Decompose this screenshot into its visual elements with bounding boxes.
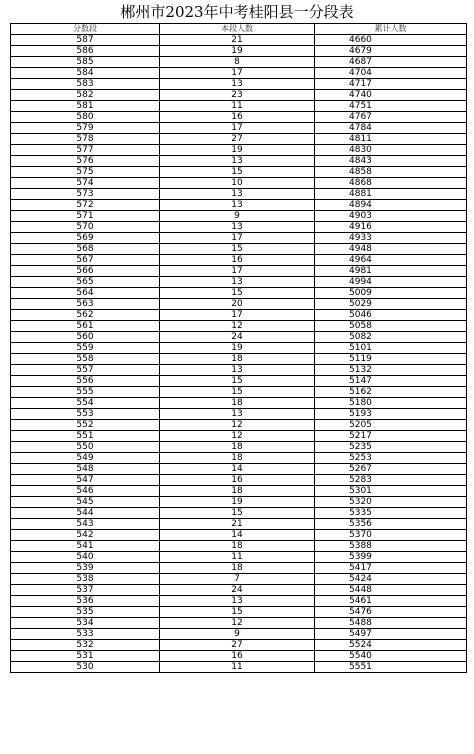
score-cell: 577 bbox=[11, 145, 160, 156]
cumulative-cell: 5132 bbox=[315, 365, 467, 376]
count-cell: 17 bbox=[160, 266, 315, 277]
table-row bbox=[11, 178, 467, 189]
cumulative-cell: 4811 bbox=[315, 134, 467, 145]
table-row bbox=[11, 651, 467, 662]
table-row bbox=[11, 189, 467, 200]
score-cell: 573 bbox=[11, 189, 160, 200]
score-cell: 563 bbox=[11, 299, 160, 310]
count-cell: 16 bbox=[160, 651, 315, 662]
count-cell: 7 bbox=[160, 574, 315, 585]
cumulative-cell: 5551 bbox=[315, 662, 467, 673]
count-cell: 21 bbox=[160, 519, 315, 530]
score-cell: 586 bbox=[11, 46, 160, 57]
cumulative-cell: 5497 bbox=[315, 629, 467, 640]
count-cell: 17 bbox=[160, 123, 315, 134]
count-cell: 15 bbox=[160, 167, 315, 178]
cumulative-cell: 5058 bbox=[315, 321, 467, 332]
score-cell: 580 bbox=[11, 112, 160, 123]
cumulative-cell: 5235 bbox=[315, 442, 467, 453]
table-row bbox=[11, 475, 467, 486]
count-cell: 11 bbox=[160, 552, 315, 563]
cumulative-cell: 5101 bbox=[315, 343, 467, 354]
score-cell: 587 bbox=[11, 35, 160, 46]
score-cell: 536 bbox=[11, 596, 160, 607]
cumulative-cell: 5180 bbox=[315, 398, 467, 409]
table-row bbox=[11, 167, 467, 178]
table-row bbox=[11, 464, 467, 475]
table-row bbox=[11, 574, 467, 585]
table-row bbox=[11, 79, 467, 90]
cumulative-cell: 5388 bbox=[315, 541, 467, 552]
count-cell: 17 bbox=[160, 68, 315, 79]
cumulative-cell: 4704 bbox=[315, 68, 467, 79]
table-row bbox=[11, 255, 467, 266]
score-cell: 549 bbox=[11, 453, 160, 464]
score-cell: 572 bbox=[11, 200, 160, 211]
score-cell: 559 bbox=[11, 343, 160, 354]
score-cell: 574 bbox=[11, 178, 160, 189]
cumulative-cell: 4903 bbox=[315, 211, 467, 222]
score-cell: 535 bbox=[11, 607, 160, 618]
cumulative-cell: 4679 bbox=[315, 46, 467, 57]
cumulative-cell: 5147 bbox=[315, 376, 467, 387]
cumulative-cell: 4948 bbox=[315, 244, 467, 255]
cumulative-cell: 4881 bbox=[315, 189, 467, 200]
table-row bbox=[11, 552, 467, 563]
score-cell: 578 bbox=[11, 134, 160, 145]
cumulative-cell: 5283 bbox=[315, 475, 467, 486]
score-cell: 533 bbox=[11, 629, 160, 640]
score-cell: 582 bbox=[11, 90, 160, 101]
cumulative-cell: 5205 bbox=[315, 420, 467, 431]
count-cell: 15 bbox=[160, 376, 315, 387]
score-cell: 584 bbox=[11, 68, 160, 79]
score-cell: 575 bbox=[11, 167, 160, 178]
table-row bbox=[11, 662, 467, 673]
cumulative-cell: 4981 bbox=[315, 266, 467, 277]
score-cell: 550 bbox=[11, 442, 160, 453]
cumulative-cell: 5448 bbox=[315, 585, 467, 596]
table-row bbox=[11, 541, 467, 552]
score-cell: 585 bbox=[11, 57, 160, 68]
table-row bbox=[11, 486, 467, 497]
cumulative-cell: 5476 bbox=[315, 607, 467, 618]
table-row bbox=[11, 211, 467, 222]
table-row bbox=[11, 200, 467, 211]
score-cell: 570 bbox=[11, 222, 160, 233]
count-cell: 15 bbox=[160, 387, 315, 398]
count-cell: 12 bbox=[160, 321, 315, 332]
table-row bbox=[11, 244, 467, 255]
score-cell: 556 bbox=[11, 376, 160, 387]
score-cell: 539 bbox=[11, 563, 160, 574]
count-cell: 13 bbox=[160, 409, 315, 420]
score-cell: 544 bbox=[11, 508, 160, 519]
count-cell: 12 bbox=[160, 431, 315, 442]
table-row bbox=[11, 277, 467, 288]
count-cell: 20 bbox=[160, 299, 315, 310]
score-cell: 538 bbox=[11, 574, 160, 585]
count-cell: 18 bbox=[160, 563, 315, 574]
cumulative-cell: 5162 bbox=[315, 387, 467, 398]
cumulative-cell: 5193 bbox=[315, 409, 467, 420]
score-cell: 543 bbox=[11, 519, 160, 530]
count-cell: 16 bbox=[160, 255, 315, 266]
score-cell: 581 bbox=[11, 101, 160, 112]
score-cell: 552 bbox=[11, 420, 160, 431]
count-cell: 18 bbox=[160, 442, 315, 453]
count-cell: 10 bbox=[160, 178, 315, 189]
table-row bbox=[11, 101, 467, 112]
column-header-score: 分数段 bbox=[11, 24, 160, 35]
count-cell: 12 bbox=[160, 420, 315, 431]
count-cell: 19 bbox=[160, 145, 315, 156]
cumulative-cell: 4740 bbox=[315, 90, 467, 101]
table-row bbox=[11, 596, 467, 607]
count-cell: 27 bbox=[160, 134, 315, 145]
score-cell: 555 bbox=[11, 387, 160, 398]
table-row bbox=[11, 431, 467, 442]
cumulative-cell: 5009 bbox=[315, 288, 467, 299]
count-cell: 8 bbox=[160, 57, 315, 68]
table-row bbox=[11, 530, 467, 541]
count-cell: 13 bbox=[160, 277, 315, 288]
table-row bbox=[11, 398, 467, 409]
score-cell: 562 bbox=[11, 310, 160, 321]
count-cell: 16 bbox=[160, 475, 315, 486]
score-cell: 565 bbox=[11, 277, 160, 288]
count-cell: 15 bbox=[160, 607, 315, 618]
table-row bbox=[11, 46, 467, 57]
table-row bbox=[11, 365, 467, 376]
count-cell: 12 bbox=[160, 618, 315, 629]
count-cell: 15 bbox=[160, 244, 315, 255]
score-cell: 540 bbox=[11, 552, 160, 563]
count-cell: 14 bbox=[160, 464, 315, 475]
table-row bbox=[11, 343, 467, 354]
score-cell: 571 bbox=[11, 211, 160, 222]
score-cell: 551 bbox=[11, 431, 160, 442]
table-row bbox=[11, 299, 467, 310]
score-cell: 553 bbox=[11, 409, 160, 420]
cumulative-cell: 5417 bbox=[315, 563, 467, 574]
table-row bbox=[11, 508, 467, 519]
cumulative-cell: 4964 bbox=[315, 255, 467, 266]
count-cell: 11 bbox=[160, 662, 315, 673]
count-cell: 21 bbox=[160, 35, 315, 46]
count-cell: 13 bbox=[160, 156, 315, 167]
score-cell: 576 bbox=[11, 156, 160, 167]
table-row bbox=[11, 222, 467, 233]
table-row bbox=[11, 321, 467, 332]
count-cell: 24 bbox=[160, 332, 315, 343]
table-row bbox=[11, 68, 467, 79]
cumulative-cell: 5082 bbox=[315, 332, 467, 343]
score-cell: 531 bbox=[11, 651, 160, 662]
count-cell: 27 bbox=[160, 640, 315, 651]
cumulative-cell: 5119 bbox=[315, 354, 467, 365]
score-cell: 530 bbox=[11, 662, 160, 673]
table-row bbox=[11, 156, 467, 167]
table-body bbox=[11, 35, 467, 673]
count-cell: 19 bbox=[160, 46, 315, 57]
cumulative-cell: 4994 bbox=[315, 277, 467, 288]
table-row bbox=[11, 387, 467, 398]
table-row bbox=[11, 376, 467, 387]
score-cell: 554 bbox=[11, 398, 160, 409]
table-row bbox=[11, 123, 467, 134]
table-row bbox=[11, 90, 467, 101]
cumulative-cell: 4660 bbox=[315, 35, 467, 46]
count-cell: 19 bbox=[160, 343, 315, 354]
score-cell: 560 bbox=[11, 332, 160, 343]
score-cell: 558 bbox=[11, 354, 160, 365]
count-cell: 15 bbox=[160, 288, 315, 299]
count-cell: 18 bbox=[160, 541, 315, 552]
column-header-cumulative: 累计人数 bbox=[315, 24, 467, 35]
table-row bbox=[11, 266, 467, 277]
table-row bbox=[11, 35, 467, 46]
cumulative-cell: 5029 bbox=[315, 299, 467, 310]
cumulative-cell: 4751 bbox=[315, 101, 467, 112]
table-row bbox=[11, 607, 467, 618]
cumulative-cell: 5399 bbox=[315, 552, 467, 563]
count-cell: 24 bbox=[160, 585, 315, 596]
count-cell: 18 bbox=[160, 486, 315, 497]
table-row bbox=[11, 57, 467, 68]
table-row bbox=[11, 497, 467, 508]
count-cell: 9 bbox=[160, 211, 315, 222]
cumulative-cell: 5335 bbox=[315, 508, 467, 519]
count-cell: 18 bbox=[160, 354, 315, 365]
cumulative-cell: 5253 bbox=[315, 453, 467, 464]
cumulative-cell: 5046 bbox=[315, 310, 467, 321]
cumulative-cell: 4933 bbox=[315, 233, 467, 244]
cumulative-cell: 5370 bbox=[315, 530, 467, 541]
cumulative-cell: 5320 bbox=[315, 497, 467, 508]
cumulative-cell: 4687 bbox=[315, 57, 467, 68]
table-row bbox=[11, 332, 467, 343]
score-distribution-table bbox=[10, 23, 467, 673]
score-cell: 537 bbox=[11, 585, 160, 596]
table-row bbox=[11, 420, 467, 431]
score-cell: 534 bbox=[11, 618, 160, 629]
table-row bbox=[11, 585, 467, 596]
score-cell: 564 bbox=[11, 288, 160, 299]
cumulative-cell: 5301 bbox=[315, 486, 467, 497]
cumulative-cell: 5524 bbox=[315, 640, 467, 651]
count-cell: 13 bbox=[160, 189, 315, 200]
count-cell: 13 bbox=[160, 365, 315, 376]
score-cell: 548 bbox=[11, 464, 160, 475]
count-cell: 19 bbox=[160, 497, 315, 508]
table-row bbox=[11, 145, 467, 156]
cumulative-cell: 5488 bbox=[315, 618, 467, 629]
score-cell: 567 bbox=[11, 255, 160, 266]
score-cell: 583 bbox=[11, 79, 160, 90]
table-row bbox=[11, 310, 467, 321]
cumulative-cell: 4784 bbox=[315, 123, 467, 134]
score-cell: 546 bbox=[11, 486, 160, 497]
score-cell: 541 bbox=[11, 541, 160, 552]
table-row bbox=[11, 442, 467, 453]
count-cell: 9 bbox=[160, 629, 315, 640]
cumulative-cell: 5267 bbox=[315, 464, 467, 475]
count-cell: 16 bbox=[160, 112, 315, 123]
cumulative-cell: 4894 bbox=[315, 200, 467, 211]
score-cell: 545 bbox=[11, 497, 160, 508]
table-row bbox=[11, 519, 467, 530]
table-row bbox=[11, 233, 467, 244]
count-cell: 15 bbox=[160, 508, 315, 519]
table-row bbox=[11, 618, 467, 629]
table-row bbox=[11, 288, 467, 299]
cumulative-cell: 4717 bbox=[315, 79, 467, 90]
table-row bbox=[11, 354, 467, 365]
cumulative-cell: 5356 bbox=[315, 519, 467, 530]
score-cell: 547 bbox=[11, 475, 160, 486]
cumulative-cell: 4843 bbox=[315, 156, 467, 167]
score-cell: 532 bbox=[11, 640, 160, 651]
table-row bbox=[11, 409, 467, 420]
table-row bbox=[11, 563, 467, 574]
page-title: 郴州市2023年中考桂阳县一分段表 bbox=[120, 3, 354, 21]
count-cell: 23 bbox=[160, 90, 315, 101]
score-cell: 569 bbox=[11, 233, 160, 244]
score-cell: 579 bbox=[11, 123, 160, 134]
cumulative-cell: 4916 bbox=[315, 222, 467, 233]
count-cell: 18 bbox=[160, 398, 315, 409]
cumulative-cell: 5540 bbox=[315, 651, 467, 662]
count-cell: 14 bbox=[160, 530, 315, 541]
count-cell: 17 bbox=[160, 233, 315, 244]
cumulative-cell: 5461 bbox=[315, 596, 467, 607]
cumulative-cell: 4767 bbox=[315, 112, 467, 123]
table-row bbox=[11, 629, 467, 640]
cumulative-cell: 5424 bbox=[315, 574, 467, 585]
cumulative-cell: 5217 bbox=[315, 431, 467, 442]
count-cell: 18 bbox=[160, 453, 315, 464]
count-cell: 11 bbox=[160, 101, 315, 112]
table-header-row bbox=[11, 24, 467, 35]
score-cell: 542 bbox=[11, 530, 160, 541]
cumulative-cell: 4830 bbox=[315, 145, 467, 156]
cumulative-cell: 4858 bbox=[315, 167, 467, 178]
score-cell: 561 bbox=[11, 321, 160, 332]
score-cell: 557 bbox=[11, 365, 160, 376]
cumulative-cell: 4868 bbox=[315, 178, 467, 189]
count-cell: 17 bbox=[160, 310, 315, 321]
table-row bbox=[11, 112, 467, 123]
count-cell: 13 bbox=[160, 222, 315, 233]
table-row bbox=[11, 134, 467, 145]
count-cell: 13 bbox=[160, 79, 315, 90]
table-row bbox=[11, 453, 467, 464]
count-cell: 13 bbox=[160, 200, 315, 211]
count-cell: 13 bbox=[160, 596, 315, 607]
score-cell: 568 bbox=[11, 244, 160, 255]
table-row bbox=[11, 640, 467, 651]
score-cell: 566 bbox=[11, 266, 160, 277]
column-header-count: 本段人数 bbox=[160, 24, 315, 35]
